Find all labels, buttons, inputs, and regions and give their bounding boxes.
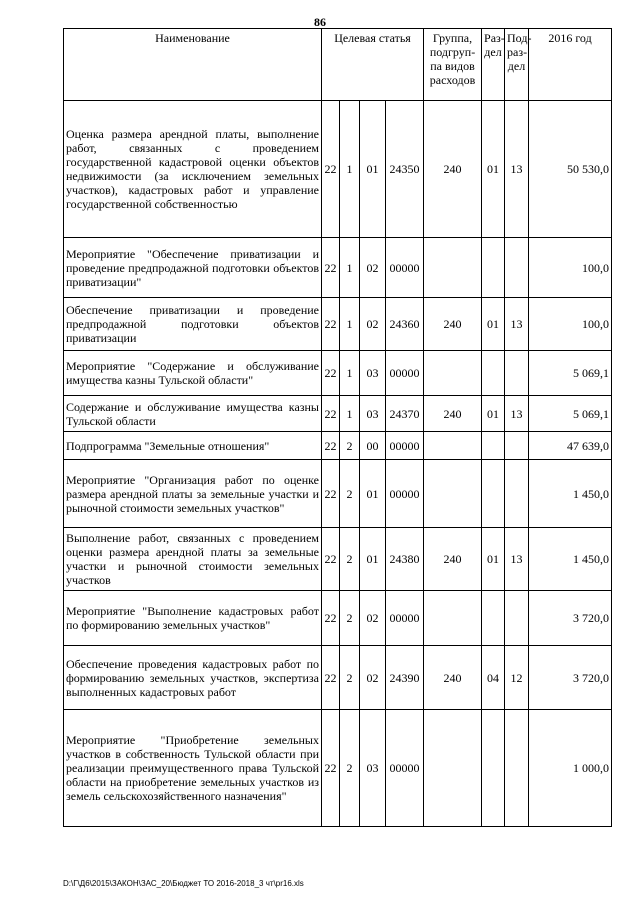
row-name: Обеспечение проведения кадастровых работ по формированию земельных участков, экспертиза выполненных кадастровых работ [64,646,322,710]
row-group [424,460,482,528]
row-section: 01 [482,101,505,238]
row-code-direction: 24380 [386,528,424,591]
row-code-subprogram: 1 [340,101,360,238]
table-row [64,432,612,460]
row-code-activity: 01 [360,101,386,238]
row-code-program: 22 [322,710,340,827]
row-section [482,238,505,298]
row-group: 240 [424,298,482,351]
row-subsection [505,238,529,298]
row-code-program: 22 [322,528,340,591]
row-code-direction: 00000 [386,432,424,460]
row-code-direction: 24370 [386,396,424,432]
row-code-program: 22 [322,298,340,351]
row-amount: 1 450,0 [529,460,612,528]
row-code-activity: 03 [360,710,386,827]
table-row [64,591,612,646]
row-code-subprogram: 2 [340,460,360,528]
row-section [482,710,505,827]
budget-table [63,28,612,827]
row-section [482,591,505,646]
row-section [482,351,505,396]
row-subsection: 13 [505,101,529,238]
row-code-subprogram: 1 [340,396,360,432]
row-code-program: 22 [322,460,340,528]
row-code-subprogram: 2 [340,591,360,646]
row-subsection [505,591,529,646]
row-amount: 1 000,0 [529,710,612,827]
header-target-article: Целевая статья [322,29,424,101]
row-group: 240 [424,396,482,432]
row-code-activity: 03 [360,351,386,396]
row-group: 240 [424,646,482,710]
row-section: 01 [482,396,505,432]
row-code-subprogram: 2 [340,528,360,591]
row-amount: 1 450,0 [529,528,612,591]
row-code-direction: 24360 [386,298,424,351]
row-amount: 3 720,0 [529,591,612,646]
row-group [424,351,482,396]
row-subsection [505,432,529,460]
header-year-2016: 2016 год [529,29,612,101]
row-name: Обеспечение приватизации и проведение предпродажной подготовки объектов приватизации [64,298,322,351]
row-subsection: 13 [505,396,529,432]
table-row [64,460,612,528]
row-code-activity: 01 [360,460,386,528]
row-section: 01 [482,528,505,591]
header-group: Группа, подгруп-па видов расходов [424,29,482,101]
row-code-program: 22 [322,646,340,710]
table-row [64,351,612,396]
row-subsection: 13 [505,528,529,591]
header-subsection: Под-раз-дел [505,29,529,101]
row-name: Подпрограмма "Земельные отношения" [64,432,322,460]
row-code-direction: 00000 [386,460,424,528]
row-name: Мероприятие "Содержание и обслуживание имущества казны Тульской области" [64,351,322,396]
row-group: 240 [424,528,482,591]
table-row [64,646,612,710]
row-name: Мероприятие "Организация работ по оценке размера арендной платы за земельные участки и рыночной стоимости земельных участков" [64,460,322,528]
row-code-activity: 00 [360,432,386,460]
row-subsection [505,460,529,528]
row-code-direction: 00000 [386,710,424,827]
row-code-direction: 24350 [386,101,424,238]
row-group [424,238,482,298]
row-subsection [505,710,529,827]
row-code-program: 22 [322,432,340,460]
table-row [64,528,612,591]
row-amount: 5 069,1 [529,351,612,396]
table-row [64,710,612,827]
table-row [64,298,612,351]
row-section [482,432,505,460]
row-code-activity: 03 [360,396,386,432]
row-code-subprogram: 2 [340,432,360,460]
row-subsection: 12 [505,646,529,710]
table-header-row [64,29,612,101]
row-code-direction: 24390 [386,646,424,710]
row-subsection: 13 [505,298,529,351]
row-code-activity: 02 [360,591,386,646]
row-code-subprogram: 1 [340,298,360,351]
row-code-program: 22 [322,238,340,298]
row-name: Содержание и обслуживание имущества казны Тульской области [64,396,322,432]
row-group [424,591,482,646]
row-amount: 5 069,1 [529,396,612,432]
row-code-subprogram: 2 [340,646,360,710]
row-amount: 100,0 [529,238,612,298]
row-subsection [505,351,529,396]
page-number: 86 [314,15,326,29]
row-code-activity: 02 [360,646,386,710]
row-code-direction: 00000 [386,238,424,298]
table-row [64,396,612,432]
row-group [424,432,482,460]
row-section [482,460,505,528]
row-name: Мероприятие "Приобретение земельных участков в собственность Тульской области при реализации преимущественного права Тульской области на приобретение земельных участков из земель сельскохозяйственного назначения" [64,710,322,827]
row-section: 01 [482,298,505,351]
table-row [64,101,612,238]
row-code-subprogram: 1 [340,238,360,298]
row-section: 04 [482,646,505,710]
row-code-program: 22 [322,101,340,238]
row-name: Мероприятие "Обеспечение приватизации и проведение предпродажной подготовки объектов приватизации" [64,238,322,298]
row-name: Оценка размера арендной платы, выполнение работ, связанных с проведением государственной кадастровой оценки объектов недвижимости (за исключением земельных участков), кадастровых работ и управление государственной собственностью [64,101,322,238]
row-amount: 3 720,0 [529,646,612,710]
row-code-activity: 02 [360,238,386,298]
row-code-direction: 00000 [386,591,424,646]
row-code-direction: 00000 [386,351,424,396]
row-code-program: 22 [322,591,340,646]
row-code-activity: 01 [360,528,386,591]
row-name: Выполнение работ, связанных с проведением оценки размера арендной платы за земельные участки и рыночной стоимости земельных участков [64,528,322,591]
row-code-activity: 02 [360,298,386,351]
row-amount: 47 639,0 [529,432,612,460]
row-group [424,710,482,827]
row-name: Мероприятие "Выполнение кадастровых работ по формированию земельных участков" [64,591,322,646]
row-group: 240 [424,101,482,238]
row-code-subprogram: 1 [340,351,360,396]
row-code-subprogram: 2 [340,710,360,827]
file-path-footer: D:\Г\Д6\2015\ЗАКОН\ЗАС_20\Бюджет ТО 2016-2018_3 чт\pr16.xls [63,879,304,888]
row-code-program: 22 [322,351,340,396]
row-amount: 100,0 [529,298,612,351]
row-code-program: 22 [322,396,340,432]
table-row [64,238,612,298]
header-name: Наименование [64,29,322,101]
header-section: Раз-дел [482,29,505,101]
row-amount: 50 530,0 [529,101,612,238]
